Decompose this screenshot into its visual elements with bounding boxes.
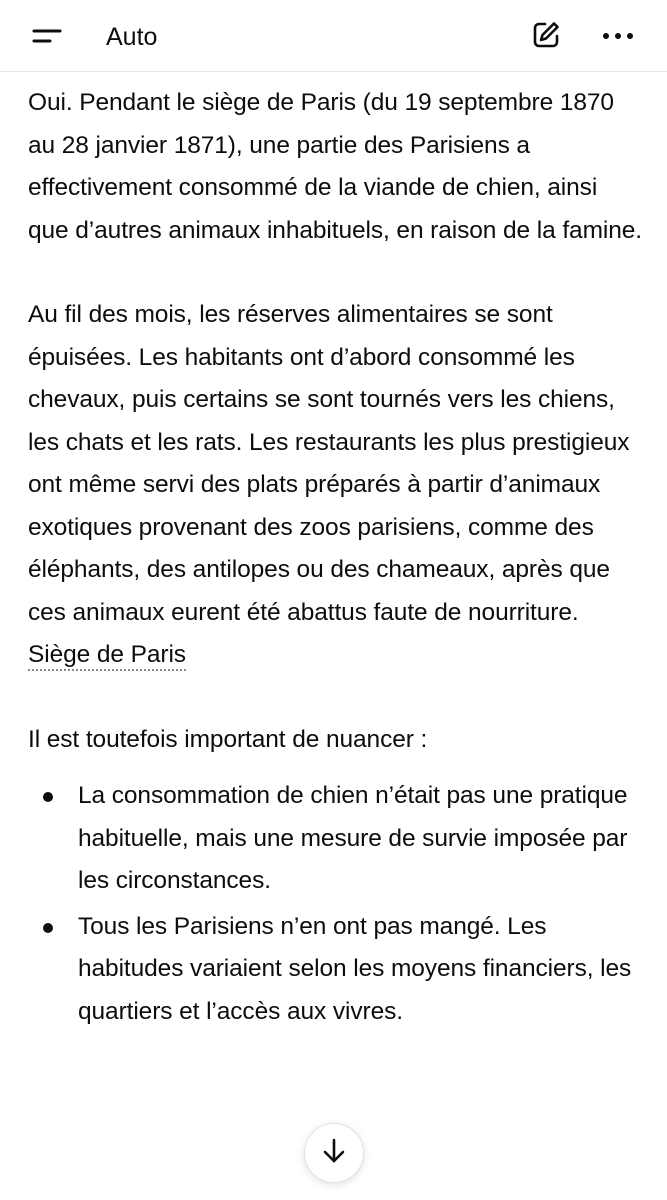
bullet-dot-icon bbox=[43, 923, 53, 933]
message-paragraph: Oui. Pendant le siège de Paris (du 19 septembre 1870 au 28 janvier 1871), une partie des Parisiens a effectivement consommé de la viande de chien, ainsi que d’autres animaux inhabituels, en raison de la famine. bbox=[28, 89, 642, 244]
scroll-to-bottom-button[interactable] bbox=[304, 1123, 364, 1183]
more-options-button[interactable] bbox=[596, 16, 640, 58]
bullet-dot-icon bbox=[43, 792, 53, 802]
bullet-list bbox=[28, 775, 644, 1033]
list-item-text: Tous les Parisiens n’en ont pas mangé. Les habitudes variaient selon les moyens financiers, les quartiers et l’accès aux vivres. bbox=[78, 912, 632, 1025]
assistant-message bbox=[28, 82, 644, 1036]
list-item bbox=[28, 775, 644, 903]
menu-icon bbox=[30, 26, 62, 51]
arrow-down-icon bbox=[321, 1137, 347, 1170]
list-item bbox=[28, 906, 644, 1034]
new-chat-button[interactable] bbox=[524, 16, 568, 58]
message-paragraph-text: Au fil des mois, les réserves alimentaires se sont épuisées. Les habitants ont d’abord consommé les chevaux, puis certains se sont tournés vers les chiens, les chats et les rats. Les restaurants les plus prestigieux ont même servi des plats préparés à partir d’animaux exotiques provenant des zoos parisiens, comme des éléphants, des antilopes ou des chameaux, après que ces animaux eurent été abattus faute de nourriture. bbox=[28, 301, 630, 626]
citation-link[interactable]: Siège de Paris bbox=[28, 641, 186, 671]
message-paragraph: Il est toutefois important de nuancer : bbox=[28, 725, 428, 753]
top-bar bbox=[0, 0, 667, 72]
more-horizontal-icon bbox=[601, 28, 635, 46]
message-paragraph bbox=[28, 294, 644, 677]
menu-button[interactable] bbox=[22, 18, 70, 58]
new-chat-pencil-icon bbox=[530, 19, 562, 56]
list-item-text: La consommation de chien n’était pas une pratique habituelle, mais une mesure de survie imposée par les circonstances. bbox=[78, 782, 628, 894]
model-selector[interactable]: Auto bbox=[106, 23, 158, 51]
